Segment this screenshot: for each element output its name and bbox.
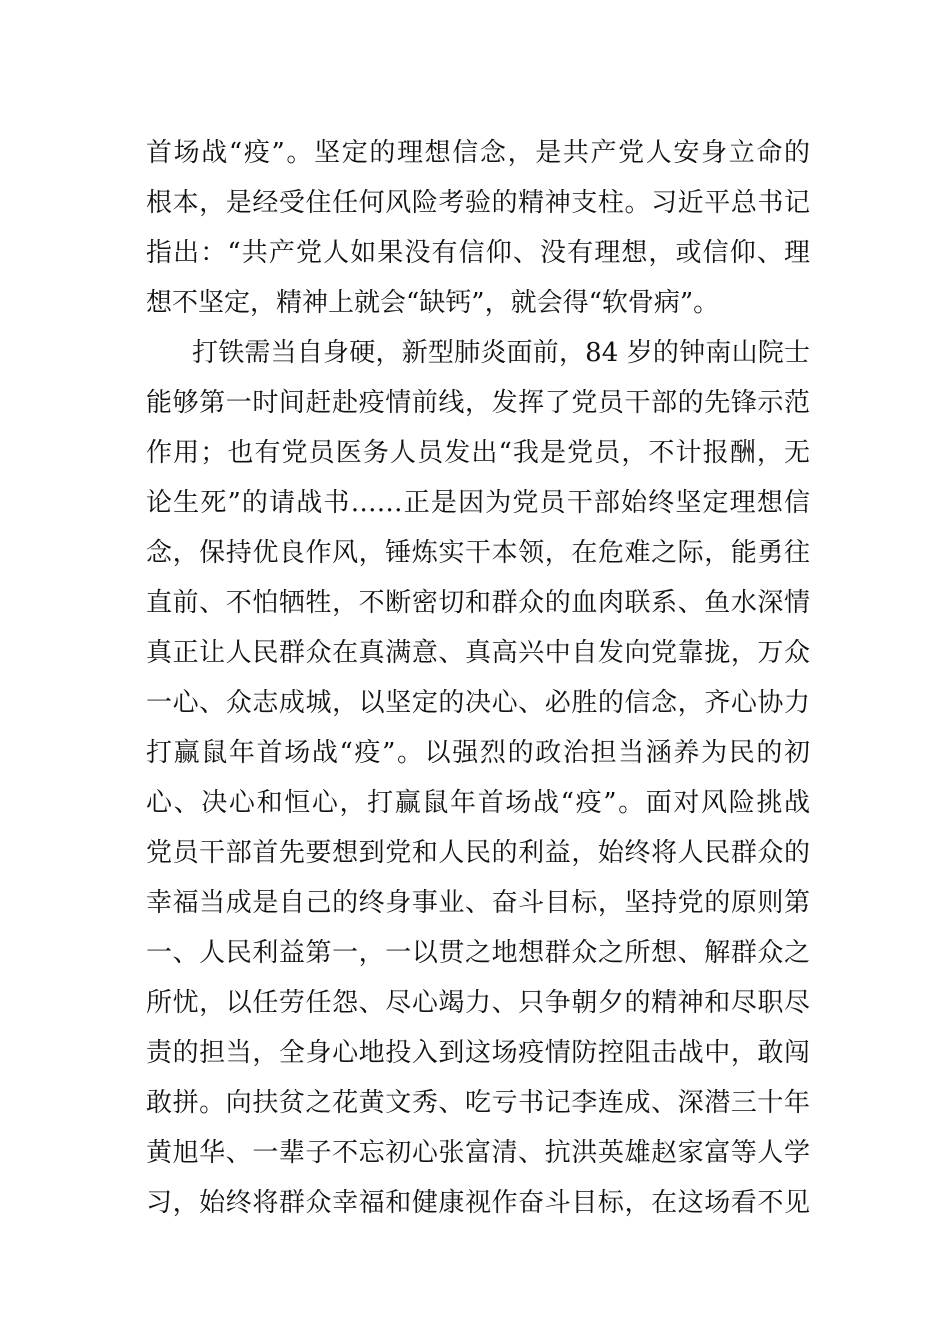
text-line: 所忧，以任劳任怨、尽心竭力、只争朝夕的精神和尽职尽 <box>146 988 810 1018</box>
text-line: 论生死”的请战书……正是因为党员干部始终坚定理想信 <box>146 488 810 518</box>
text-line: 心、决心和恒心，打赢鼠年首场战“疫”。面对风险挑战 <box>146 788 810 818</box>
text-line: 一心、众志成城，以坚定的决心、必胜的信念，齐心协力 <box>146 688 810 718</box>
text-line: 幸福当成是自己的终身事业、奋斗目标，坚持党的原则第 <box>146 888 810 918</box>
text-line: 能够第一时间赶赴疫情前线，发挥了党员干部的先锋示范 <box>146 388 810 418</box>
text-line: 习，始终将群众幸福和健康视作奋斗目标，在这场看不见 <box>146 1188 810 1218</box>
paragraph-first-line: 打铁需当自身硬，新型肺炎面前，84 岁的钟南山院士 <box>192 338 810 368</box>
text-line: 一、人民利益第一，一以贯之地想群众之所想、解群众之 <box>146 938 810 968</box>
text-line: 作用；也有党员医务人员发出“我是党员，不计报酬，无 <box>146 438 810 468</box>
text-line: 根本，是经受住任何风险考验的精神支柱。习近平总书记 <box>146 188 810 218</box>
text-line: 责的担当，全身心地投入到这场疫情防控阻击战中，敢闯 <box>146 1038 810 1068</box>
text-line: 念，保持优良作风，锤炼实干本领，在危难之际，能勇往 <box>146 538 810 568</box>
text-line: 想不坚定，精神上就会“缺钙”，就会得“软骨病”。 <box>146 288 720 318</box>
text-line: 党员干部首先要想到党和人民的利益，始终将人民群众的 <box>146 838 810 868</box>
text-line: 首场战“疫”。坚定的理想信念，是共产党人安身立命的 <box>146 138 810 168</box>
text-line: 指出：“共产党人如果没有信仰、没有理想，或信仰、理 <box>146 238 810 268</box>
text-line: 敢拼。向扶贫之花黄文秀、吃亏书记李连成、深潜三十年 <box>146 1088 810 1118</box>
text-line: 黄旭华、一辈子不忘初心张富清、抗洪英雄赵家富等人学 <box>146 1138 810 1168</box>
body-text <box>146 128 810 1228</box>
text-line: 打赢鼠年首场战“疫”。以强烈的政治担当涵养为民的初 <box>146 738 810 768</box>
text-line: 真正让人民群众在真满意、真高兴中自发向党靠拢，万众 <box>146 638 810 668</box>
text-line: 直前、不怕牺牲，不断密切和群众的血肉联系、鱼水深情 <box>146 588 810 618</box>
